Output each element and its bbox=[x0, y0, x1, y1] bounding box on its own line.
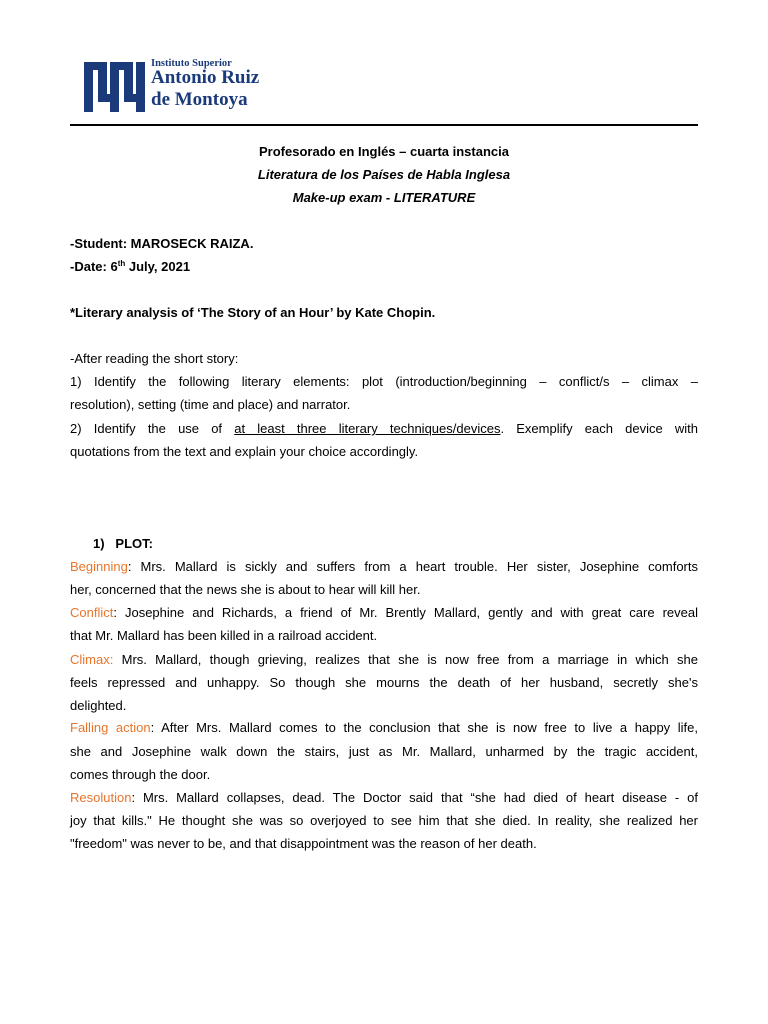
logo-line-2: Antonio Ruiz bbox=[151, 67, 260, 88]
student-line: -Student: MAROSECK RAIZA. bbox=[70, 236, 254, 251]
exam-title: Make-up exam - LITERATURE bbox=[292, 190, 476, 205]
task-item-1-line-1: 1) Identify the following literary elements: plot (introduction/beginning – conflict/s – climax – bbox=[70, 374, 698, 389]
resolution-label: Resolution bbox=[70, 790, 132, 805]
conflict-line-2: that Mr. Mallard has been killed in a railroad accident. bbox=[70, 628, 378, 643]
falling-action-line-3: comes through the door. bbox=[70, 767, 211, 782]
date-superscript: th bbox=[117, 259, 126, 268]
date-prefix: -Date: 6 bbox=[70, 259, 118, 274]
resolution-line-1 bbox=[70, 790, 698, 806]
falling-action-line-2: she and Josephine walk down the stairs, just as Mr. Mallard, unharmed by the tragic accident, bbox=[70, 744, 698, 759]
beginning-label: Beginning bbox=[70, 559, 128, 574]
falling-action-label: Falling action bbox=[70, 720, 151, 735]
course-title: Profesorado en Inglés – cuarta instancia bbox=[259, 144, 509, 159]
task-item-2-line-2: quotations from the text and explain your choice accordingly. bbox=[70, 444, 419, 459]
task-item-1-line-2: resolution), setting (time and place) and narrator. bbox=[70, 397, 351, 412]
date-suffix: July, 2021 bbox=[125, 259, 191, 274]
task-item-2-text-a: 2) Identify the use of bbox=[70, 421, 235, 436]
plot-heading bbox=[93, 536, 153, 552]
logo-line-1: Instituto Superior bbox=[151, 58, 232, 69]
resolution-line-2: joy that kills." He thought she was so overjoyed to see him that she died. In reality, she realized her bbox=[70, 813, 698, 828]
subject-title: Literatura de los Países de Habla Inglesa bbox=[257, 167, 511, 182]
header-divider bbox=[70, 124, 698, 126]
task-intro: -After reading the short story: bbox=[70, 351, 239, 366]
resolution-line-3: "freedom" was never to be, and that disappointment was the reason of her death. bbox=[70, 836, 537, 851]
task-item-2-line-1 bbox=[70, 421, 698, 437]
date-line bbox=[70, 259, 698, 275]
conflict-text-1: : Josephine and Richards, a friend of Mr. Brently Mallard, gently and with great care reveal bbox=[113, 605, 698, 620]
falling-action-line-1 bbox=[70, 720, 698, 736]
task-item-2-text-b: . Exemplify each device with bbox=[500, 421, 699, 436]
logo-line-3: de Montoya bbox=[151, 89, 248, 110]
institute-logo-icon bbox=[84, 58, 146, 114]
falling-action-text-1: : After Mrs. Mallard comes to the conclusion that she is now free to live a happy life, bbox=[150, 720, 698, 735]
task-heading: *Literary analysis of ‘The Story of an Hour’ by Kate Chopin. bbox=[70, 305, 436, 320]
beginning-line-1 bbox=[70, 559, 698, 575]
institute-logo bbox=[84, 58, 274, 114]
beginning-line-2: her, concerned that the news she is about to hear will kill her. bbox=[70, 582, 421, 597]
resolution-text-1: : Mrs. Mallard collapses, dead. The Doctor said that “she had died of heart disease - of bbox=[131, 790, 698, 805]
climax-text-1: Mrs. Mallard, though grieving, realizes that she is now free from a marriage in which she bbox=[113, 652, 698, 667]
climax-line-3: delighted. bbox=[70, 698, 127, 713]
climax-line-2: feels repressed and unhappy. So though she mourns the death of her husband, secretly she's bbox=[70, 675, 698, 690]
task-item-2-underlined: at least three literary techniques/devices bbox=[234, 421, 501, 436]
plot-heading-number: 1) bbox=[93, 536, 105, 551]
conflict-line-1 bbox=[70, 605, 698, 621]
conflict-label: Conflict bbox=[70, 605, 114, 620]
plot-heading-label: PLOT: bbox=[115, 536, 153, 551]
beginning-text-1: : Mrs. Mallard is sickly and suffers from a heart trouble. Her sister, Josephine comforts bbox=[127, 559, 698, 574]
climax-line-1 bbox=[70, 652, 698, 668]
climax-label: Climax: bbox=[70, 652, 114, 667]
